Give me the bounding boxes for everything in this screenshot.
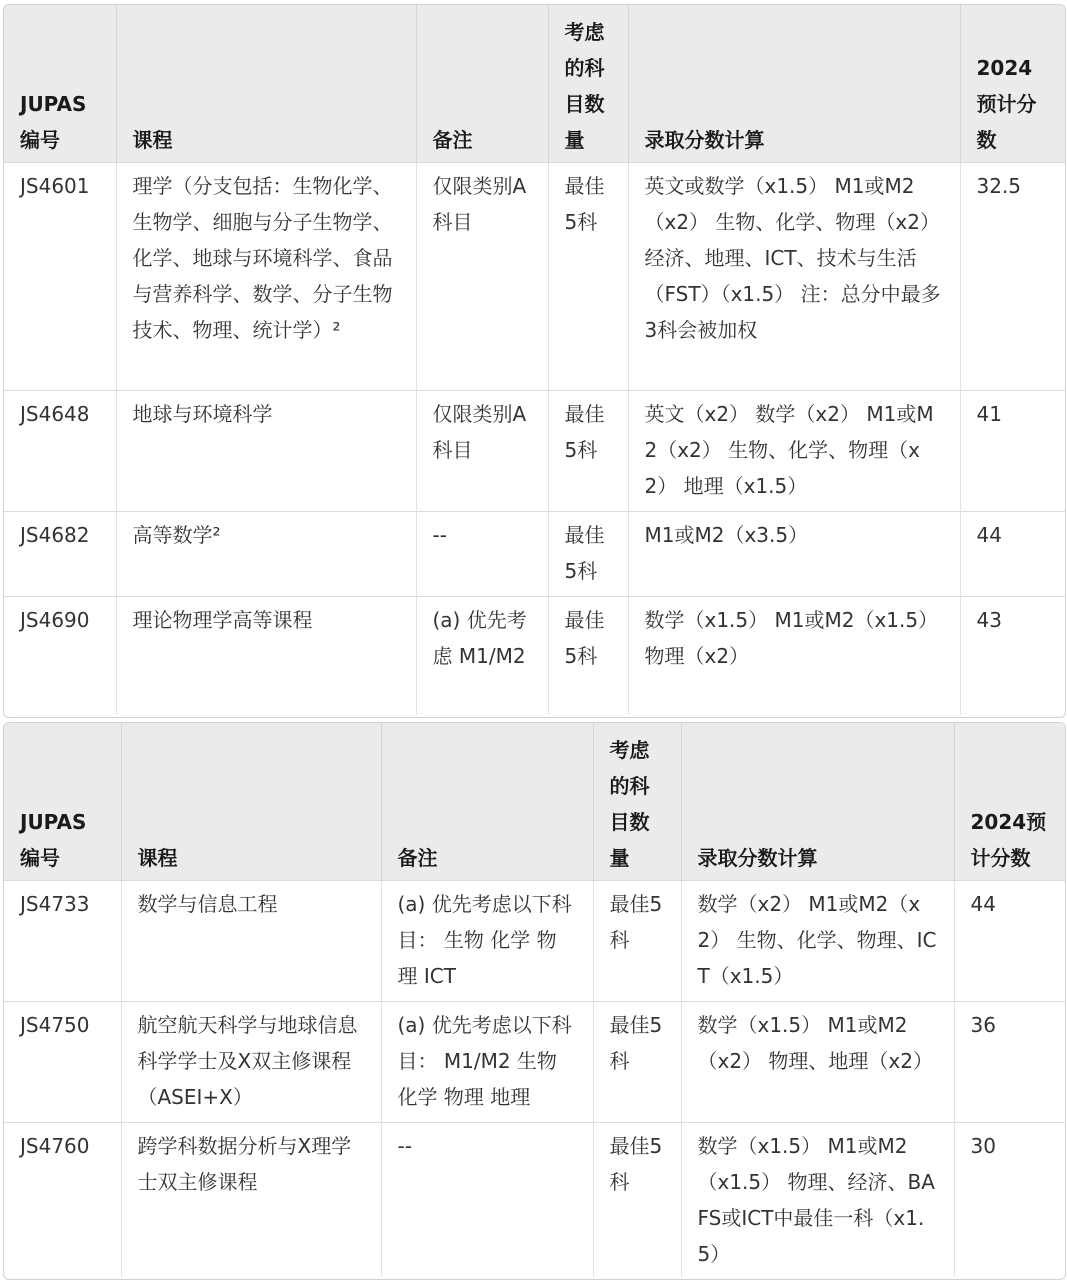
cell-code: JS4682 <box>4 511 116 596</box>
header-code: JUPAS编号 <box>4 5 116 162</box>
header-course: 课程 <box>121 723 381 880</box>
cell-remarks: -- <box>416 511 548 596</box>
header-score: 2024预计分数 <box>954 723 1065 880</box>
cell-subjects: 最佳5科 <box>548 511 628 596</box>
cell-code: JS4750 <box>4 1001 121 1122</box>
header-score: 2024预计分数 <box>960 5 1065 162</box>
cell-score: 36 <box>954 1001 1065 1122</box>
cell-subjects: 最佳5科 <box>593 1001 681 1122</box>
cell-remarks: (a) 优先考虑以下科目： 生物 化学 物理 ICT <box>381 880 593 1001</box>
cell-formula: 数学（x1.5） M1或M2（x1.5） 物理（x2） <box>628 596 960 715</box>
table-header-row <box>4 5 1065 162</box>
cell-code: JS4601 <box>4 162 116 390</box>
cell-formula: 数学（x1.5） M1或M2（x2） 物理、地理（x2） <box>681 1001 954 1122</box>
admission-table-1 <box>3 4 1066 718</box>
cell-remarks: 仅限类别A科目 <box>416 162 548 390</box>
cell-code: JS4733 <box>4 880 121 1001</box>
cell-remarks: 仅限类别A科目 <box>416 390 548 511</box>
table-row <box>4 880 1065 1001</box>
cell-code: JS4690 <box>4 596 116 715</box>
cell-code: JS4760 <box>4 1122 121 1277</box>
cell-subjects: 最佳5科 <box>548 596 628 715</box>
cell-course: 数学与信息工程 <box>121 880 381 1001</box>
table-1 <box>4 5 1065 715</box>
table-row <box>4 1122 1065 1277</box>
cell-formula: M1或M2（x3.5） <box>628 511 960 596</box>
header-subjects: 考虑的科目数量 <box>548 5 628 162</box>
admission-table-2 <box>3 722 1066 1280</box>
cell-score: 32.5 <box>960 162 1065 390</box>
cell-score: 44 <box>954 880 1065 1001</box>
table-header-row <box>4 723 1065 880</box>
cell-remarks: (a) 优先考虑 M1/M2 <box>416 596 548 715</box>
cell-course: 跨学科数据分析与X理学士双主修课程 <box>121 1122 381 1277</box>
cell-code: JS4648 <box>4 390 116 511</box>
cell-score: 44 <box>960 511 1065 596</box>
header-remarks: 备注 <box>416 5 548 162</box>
cell-course: 高等数学² <box>116 511 416 596</box>
header-remarks: 备注 <box>381 723 593 880</box>
cell-score: 43 <box>960 596 1065 715</box>
cell-formula: 英文（x2） 数学（x2） M1或M2（x2） 生物、化学、物理（x2） 地理（x1.5） <box>628 390 960 511</box>
header-formula: 录取分数计算 <box>681 723 954 880</box>
cell-subjects: 最佳5科 <box>548 162 628 390</box>
cell-score: 41 <box>960 390 1065 511</box>
table-row <box>4 162 1065 390</box>
cell-remarks: (a) 优先考虑以下科目： M1/M2 生物 化学 物理 地理 <box>381 1001 593 1122</box>
cell-subjects: 最佳5科 <box>593 1122 681 1277</box>
cell-remarks: -- <box>381 1122 593 1277</box>
cell-score: 30 <box>954 1122 1065 1277</box>
header-code: JUPAS编号 <box>4 723 121 880</box>
cell-subjects: 最佳5科 <box>548 390 628 511</box>
cell-formula: 数学（x2） M1或M2（x2） 生物、化学、物理、ICT（x1.5） <box>681 880 954 1001</box>
header-subjects: 考虑的科目数量 <box>593 723 681 880</box>
cell-course: 理论物理学高等课程 <box>116 596 416 715</box>
cell-formula: 英文或数学（x1.5） M1或M2（x2） 生物、化学、物理（x2） 经济、地理、ICT、技术与生活（FST）（x1.5） 注：总分中最多3科会被加权 <box>628 162 960 390</box>
cell-course: 理学（分支包括：生物化学、生物学、细胞与分子生物学、化学、地球与环境科学、食品与营养科学、数学、分子生物技术、物理、统计学）² <box>116 162 416 390</box>
table-row <box>4 596 1065 715</box>
header-formula: 录取分数计算 <box>628 5 960 162</box>
cell-course: 地球与环境科学 <box>116 390 416 511</box>
table-row <box>4 390 1065 511</box>
table-row <box>4 511 1065 596</box>
table-row <box>4 1001 1065 1122</box>
cell-course: 航空航天科学与地球信息科学学士及X双主修课程（ASEI+X） <box>121 1001 381 1122</box>
cell-subjects: 最佳5科 <box>593 880 681 1001</box>
header-course: 课程 <box>116 5 416 162</box>
table-2 <box>4 723 1065 1277</box>
cell-formula: 数学（x1.5） M1或M2（x1.5） 物理、经济、BAFS或ICT中最佳一科（x1.5） <box>681 1122 954 1277</box>
